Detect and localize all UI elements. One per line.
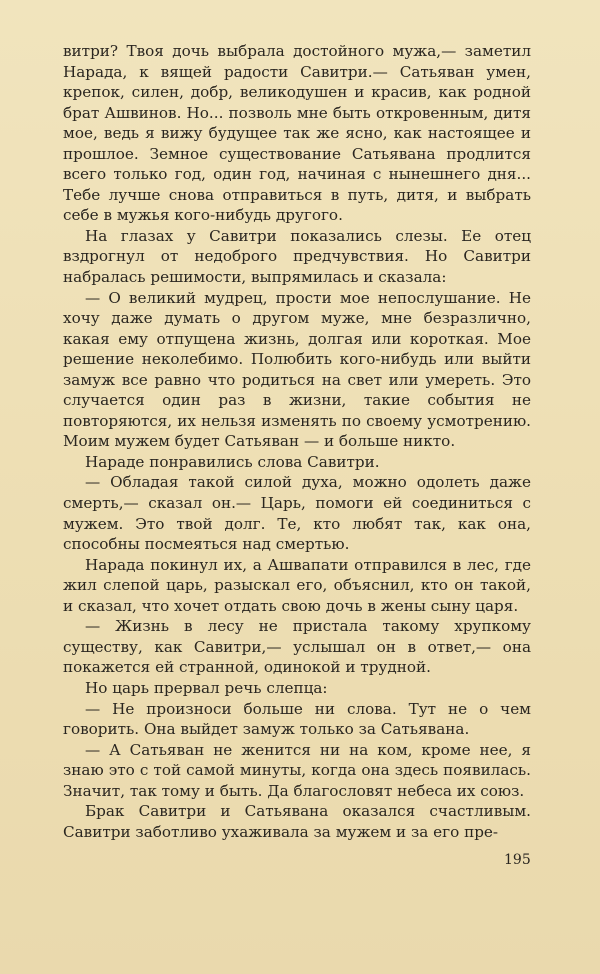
paragraph: Брак Савитри и Сатьявана оказался счастливым. Савитри заботливо ухаживала за мужем и за его пре- [63, 802, 531, 841]
page-number: 195 [504, 852, 531, 868]
paragraph: — Не произноси больше ни слова. Тут не о чем говорить. Она выйдет замуж только за Сатьявана. [63, 699, 531, 739]
paragraph: Нарада покинул их, а Ашвапати отправился в лес, где жил слепой царь, разыскал его, объяснил, кто он такой, и сказал, что хочет отдать свою дочь в жены сыну царя. [63, 555, 531, 615]
paragraph: — О великий мудрец, прости мое непослушание. Не хочу даже думать о другом муже, мне безразлично, какая ему отпущена жизнь, долгая или короткая. Мое решение неколебимо. Полюбить кого-нибудь или выйти замуж все равно что родиться на свет или умереть. Это случается один раз в жизни, такие события не повторяются, их нельзя изменять по своему усмотрению. Моим мужем будет Сатьяван — и больше никто. [63, 288, 531, 451]
body-text [63, 41, 531, 842]
paragraph: — А Сатьяван не женится ни на ком, кроме нее, я знаю это с той самой минуты, когда она здесь появилась. Значит, так тому и быть. Да благословят небеса их союз. [63, 740, 531, 800]
paragraph: витри? Твоя дочь выбрала достойного мужа,— заметил Нарада, к вящей радости Савитри.— Сатьяван умен, крепок, силен, добр, великодушен и красив, как родной брат Ашвинов. Но... позволь мне быть откровенным, дитя мое, ведь я вижу будущее так же ясно, как настоящее и прошлое. Земное существование Сатьявана продлится всего только год, один год, начиная с нынешнего дня... Тебе лучше снова отправиться в путь, дитя, и выбрать себе в мужья кого-нибудь другого. [63, 42, 531, 225]
paragraph: — Обладая такой силой духа, можно одолеть даже смерть,— сказал он.— Царь, помоги ей соединиться с мужем. Это твой долг. Те, кто любят так, как она, способны посмеяться над смертью. [63, 473, 531, 554]
paragraph: Но царь прервал речь слепца: [85, 678, 328, 697]
paragraph: Нараде понравились слова Савитри. [85, 452, 380, 471]
paragraph: — Жизнь в лесу не пристала такому хрупкому существу, как Савитри,— услышал он в ответ,— она покажется ей странной, одинокой и трудной. [63, 617, 531, 677]
paragraph: На глазах у Савитри показались слезы. Ее отец вздрогнул от недоброго предчувствия. Но Савитри набралась решимости, выпрямилась и сказала: [63, 226, 531, 287]
